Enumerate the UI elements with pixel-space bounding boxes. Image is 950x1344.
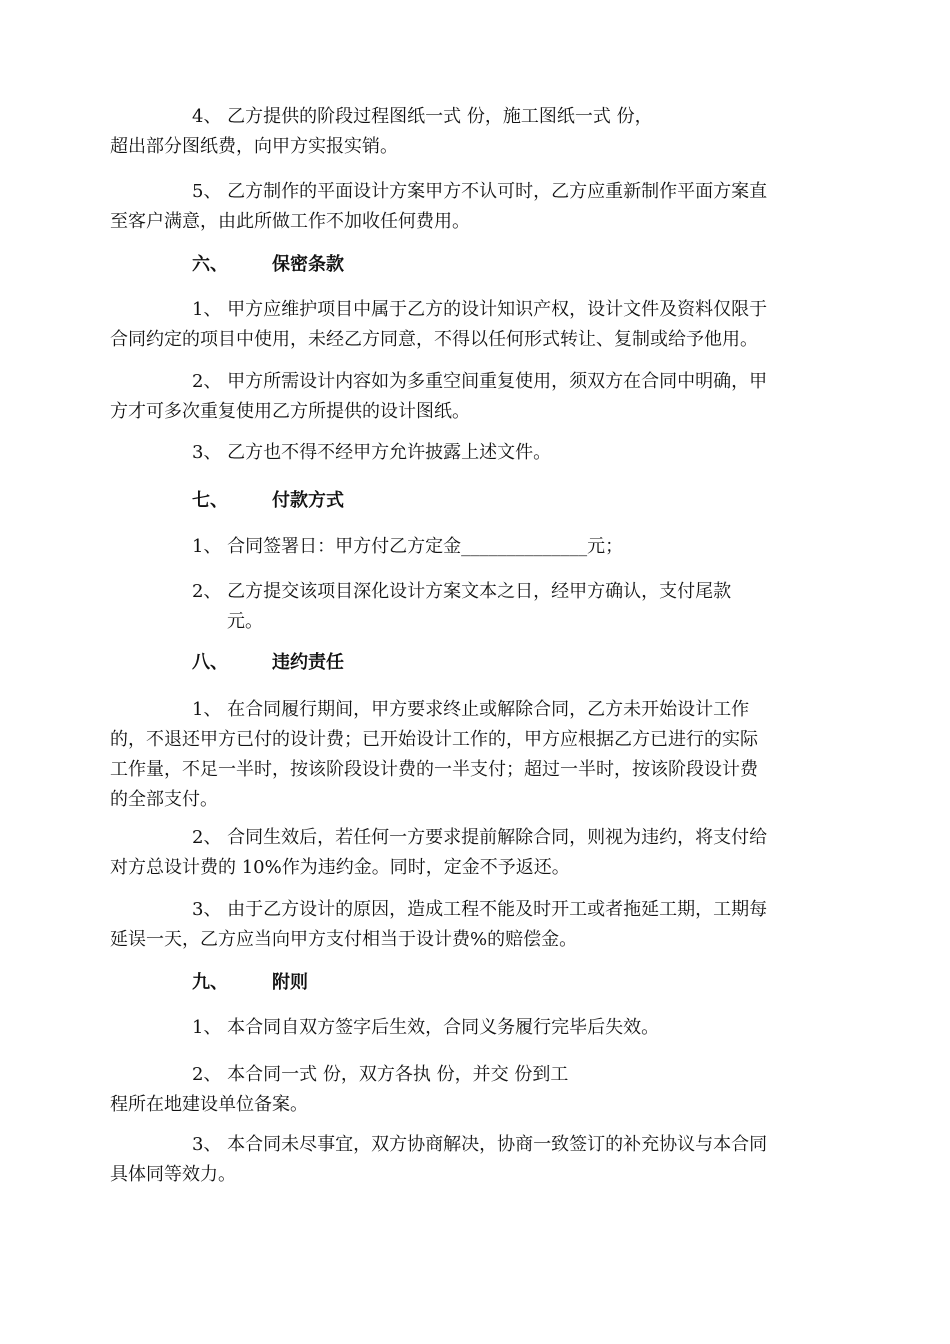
clause-8-1 bbox=[110, 695, 845, 815]
clause-line: 3、 由于乙方设计的原因，造成工程不能及时开工或者拖延工期，工期每 bbox=[192, 899, 768, 920]
clause-line: 的，不退还甲方已付的设计费；已开始设计工作的，甲方应根据乙方已进行的实际 bbox=[110, 729, 758, 750]
clause-line: 1、 甲方应维护项目中属于乙方的设计知识产权，设计文件及资料仅限于 bbox=[192, 299, 768, 320]
clause-5-5 bbox=[110, 177, 845, 237]
clause-line: 至客户满意，由此所做工作不加收任何费用。 bbox=[110, 211, 470, 232]
clause-line: 2、 合同生效后，若任何一方要求提前解除合同，则视为违约，将支付给 bbox=[192, 827, 768, 848]
section-title: 保密条款 bbox=[272, 254, 344, 275]
clause-line: 对方总设计费的 10%作为违约金。同时，定金不予返还。 bbox=[110, 857, 570, 878]
clause-line: 方才可多次重复使用乙方所提供的设计图纸。 bbox=[110, 401, 470, 422]
clause-line: 延误一天，乙方应当向甲方支付相当于设计费%的赔偿金。 bbox=[110, 929, 578, 950]
clause-line: 1、 本合同自双方签字后生效，合同义务履行完毕后失效。 bbox=[192, 1017, 660, 1038]
clause-7-1 bbox=[110, 532, 845, 562]
clause-8-2 bbox=[110, 823, 845, 883]
clause-line: 的全部支付。 bbox=[110, 789, 218, 810]
clause-9-2 bbox=[110, 1060, 845, 1120]
section-number: 六、 bbox=[192, 254, 228, 275]
clause-line: 1、 合同签署日：甲方付乙方定金______________元； bbox=[192, 536, 624, 557]
section-number: 九、 bbox=[192, 972, 228, 993]
clause-line: 具体同等效力。 bbox=[110, 1164, 236, 1185]
clause-5-4 bbox=[110, 102, 845, 162]
section-number: 八、 bbox=[192, 652, 228, 673]
clause-9-3 bbox=[110, 1130, 845, 1190]
section-heading-9 bbox=[192, 968, 308, 998]
clause-line: 3、 乙方也不得不经甲方允许披露上述文件。 bbox=[192, 442, 552, 463]
clause-6-3 bbox=[110, 438, 845, 468]
clause-line: 合同约定的项目中使用，未经乙方同意，不得以任何形式转让、复制或给予他用。 bbox=[110, 329, 758, 350]
clause-line: 工作量，不足一半时，按该阶段设计费的一半支付；超过一半时，按该阶段设计费 bbox=[110, 759, 758, 780]
clause-line: 1、 在合同履行期间，甲方要求终止或解除合同，乙方未开始设计工作 bbox=[192, 699, 750, 720]
section-title: 违约责任 bbox=[272, 652, 344, 673]
section-heading-6 bbox=[192, 250, 344, 280]
clause-line: 超出部分图纸费，向甲方实报实销。 bbox=[110, 136, 398, 157]
clause-line: 4、 乙方提供的阶段过程图纸一式 份，施工图纸一式 份， bbox=[192, 106, 653, 127]
section-title: 附则 bbox=[272, 972, 308, 993]
clause-9-1 bbox=[110, 1013, 845, 1043]
clause-line: 2、 甲方所需设计内容如为多重空间重复使用，须双方在合同中明确，甲 bbox=[192, 371, 768, 392]
clause-line: 元。 bbox=[227, 611, 263, 632]
section-number: 七、 bbox=[192, 490, 228, 511]
section-heading-8 bbox=[192, 648, 344, 678]
clause-6-2 bbox=[110, 367, 845, 427]
clause-7-2 bbox=[110, 577, 845, 637]
section-heading-7 bbox=[192, 486, 344, 516]
clause-6-1 bbox=[110, 295, 845, 355]
clause-line: 5、 乙方制作的平面设计方案甲方不认可时，乙方应重新制作平面方案直 bbox=[192, 181, 768, 202]
clause-line: 2、 乙方提交该项目深化设计方案文本之日，经甲方确认，支付尾款 bbox=[192, 581, 732, 602]
clause-line: 3、 本合同未尽事宜，双方协商解决，协商一致签订的补充协议与本合同 bbox=[192, 1134, 768, 1155]
clause-8-3 bbox=[110, 895, 845, 955]
section-title: 付款方式 bbox=[272, 490, 344, 511]
clause-line: 程所在地建设单位备案。 bbox=[110, 1094, 308, 1115]
clause-line: 2、 本合同一式 份，双方各执 份，并交 份到工 bbox=[192, 1064, 569, 1085]
